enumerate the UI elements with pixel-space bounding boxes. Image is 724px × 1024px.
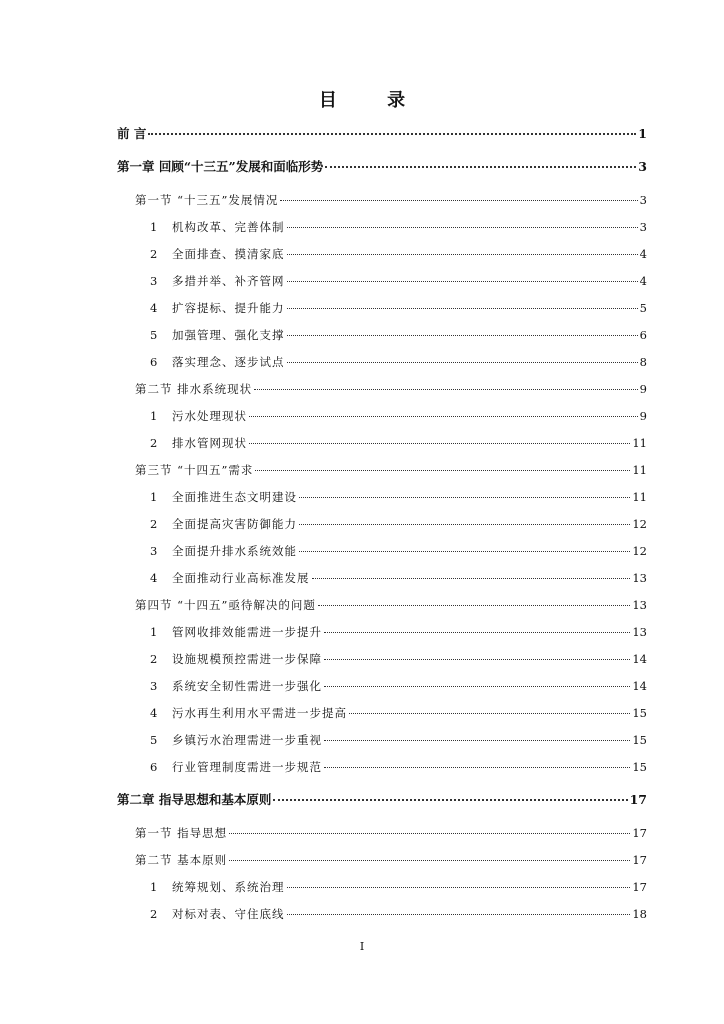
toc-entry-page: 17 xyxy=(629,792,647,807)
toc-entry-label: 第一章 回顾“十三五”发展和面临形势 xyxy=(117,159,324,174)
toc-entry-page: 14 xyxy=(632,652,647,666)
toc-entry-label: 加强管理、强化支撑 xyxy=(172,328,285,342)
toc-entry-label: 污水处理现状 xyxy=(172,409,247,423)
toc-dot-leader xyxy=(287,362,638,363)
toc-entry-number: 3 xyxy=(150,544,159,558)
toc-entry-chapter[interactable] xyxy=(117,126,647,142)
toc-entry-label: 对标对表、守住底线 xyxy=(172,907,285,921)
toc-entry-number: 1 xyxy=(150,880,159,894)
toc-dot-leader xyxy=(349,713,630,714)
toc-dot-leader xyxy=(249,416,638,417)
toc-dot-leader xyxy=(287,335,638,336)
toc-entry-label: 落实理念、逐步试点 xyxy=(172,355,285,369)
toc-dot-leader xyxy=(287,254,638,255)
toc-dot-leader xyxy=(287,281,638,282)
toc-entry-page: 4 xyxy=(639,247,647,261)
toc-entry-number: 2 xyxy=(150,436,159,450)
toc-entry-page: 1 xyxy=(638,126,647,141)
toc-entry-label: 设施规模预控需进一步保障 xyxy=(172,652,322,666)
toc-entry-section[interactable] xyxy=(135,852,647,868)
toc-title: 目 录 xyxy=(318,90,428,111)
toc-entry-page: 13 xyxy=(632,598,647,612)
toc-entry-label: 第四节 “十四五”亟待解决的问题 xyxy=(135,598,316,612)
toc-entry-item[interactable] xyxy=(150,570,647,586)
toc-entry-item[interactable] xyxy=(150,624,647,640)
toc-entry-item[interactable] xyxy=(150,246,647,262)
toc-dot-leader xyxy=(249,443,630,444)
toc-entry-page: 11 xyxy=(632,463,647,477)
toc-dot-leader xyxy=(299,551,630,552)
toc-entry-page: 14 xyxy=(632,679,647,693)
toc-dot-leader xyxy=(287,887,631,888)
toc-dot-leader xyxy=(287,914,631,915)
toc-entry-page: 11 xyxy=(632,490,647,504)
toc-entry-number: 1 xyxy=(150,409,159,423)
toc-entry-label: 第二章 指导思想和基本原则 xyxy=(117,792,272,807)
toc-entry-number: 6 xyxy=(150,355,159,369)
toc-entry-item[interactable] xyxy=(150,543,647,559)
toc-entry-number: 3 xyxy=(150,274,159,288)
toc-entry-label: 第一节 “十三五”发展情况 xyxy=(135,193,279,207)
toc-entry-page: 17 xyxy=(632,880,647,894)
toc-entry-label: 机构改革、完善体制 xyxy=(172,220,285,234)
toc-entry-page: 17 xyxy=(632,853,647,867)
toc-entry-label: 多措并举、补齐管网 xyxy=(172,274,285,288)
toc-entry-page: 6 xyxy=(639,328,647,342)
toc-entry-page: 15 xyxy=(632,733,647,747)
toc-entry-label: 全面提高灾害防御能力 xyxy=(172,517,297,531)
toc-entry-label: 排水管网现状 xyxy=(172,436,247,450)
toc-dot-leader xyxy=(325,166,636,168)
toc-entry-number: 2 xyxy=(150,652,159,666)
toc-dot-leader xyxy=(255,470,630,471)
toc-entry-label: 管网收排效能需进一步提升 xyxy=(172,625,322,639)
toc-entry-number: 5 xyxy=(150,733,159,747)
toc-entry-page: 9 xyxy=(639,409,647,423)
toc-entry-section[interactable] xyxy=(135,192,647,208)
toc-entry-page: 9 xyxy=(639,382,647,396)
page-number: I xyxy=(359,940,365,953)
toc-entry-number: 4 xyxy=(150,571,159,585)
toc-dot-leader xyxy=(229,833,630,834)
toc-entry-page: 8 xyxy=(639,355,647,369)
toc-entry-label: 系统安全韧性需进一步强化 xyxy=(172,679,322,693)
toc-entry-item[interactable] xyxy=(150,300,647,316)
toc-entry-page: 17 xyxy=(632,826,647,840)
toc-entry-item[interactable] xyxy=(150,219,647,235)
toc-entry-label: 污水再生利用水平需进一步提高 xyxy=(172,706,347,720)
toc-entry-section[interactable] xyxy=(135,381,647,397)
toc-entry-number: 2 xyxy=(150,247,159,261)
toc-entry-label: 全面提升排水系统效能 xyxy=(172,544,297,558)
toc-entry-label: 第三节 “十四五”需求 xyxy=(135,463,254,477)
toc-entry-item[interactable] xyxy=(150,879,647,895)
toc-dot-leader xyxy=(324,767,630,768)
toc-entry-item[interactable] xyxy=(150,489,647,505)
toc-entry-label: 扩容提标、提升能力 xyxy=(172,301,285,315)
toc-dot-leader xyxy=(299,497,630,498)
toc-entry-label: 第二节 基本原则 xyxy=(135,853,228,867)
toc-dot-leader xyxy=(254,389,638,390)
toc-entry-page: 3 xyxy=(639,193,647,207)
toc-dot-leader xyxy=(312,578,631,579)
toc-entry-section[interactable] xyxy=(135,825,647,841)
toc-entry-page: 13 xyxy=(632,571,647,585)
toc-entry-item[interactable] xyxy=(150,327,647,343)
toc-entry-number: 5 xyxy=(150,328,159,342)
toc-entry-label: 乡镇污水治理需进一步重视 xyxy=(172,733,322,747)
toc-dot-leader xyxy=(324,659,630,660)
toc-entry-number: 1 xyxy=(150,220,159,234)
toc-entry-label: 全面排查、摸清家底 xyxy=(172,247,285,261)
toc-entry-page: 3 xyxy=(638,159,647,174)
toc-entry-section[interactable] xyxy=(135,462,647,478)
toc-entry-page: 12 xyxy=(632,517,647,531)
toc-entry-page: 4 xyxy=(639,274,647,288)
toc-entry-number: 4 xyxy=(150,301,159,315)
toc-entry-page: 13 xyxy=(632,625,647,639)
toc-entry-item[interactable] xyxy=(150,906,647,922)
toc-dot-leader xyxy=(287,227,638,228)
toc-entry-number: 1 xyxy=(150,625,159,639)
toc-entry-page: 15 xyxy=(632,760,647,774)
toc-entry-chapter[interactable] xyxy=(117,792,647,808)
toc-entry-item[interactable] xyxy=(150,516,647,532)
toc-entry-item[interactable] xyxy=(150,651,647,667)
toc-entry-label: 第二节 排水系统现状 xyxy=(135,382,253,396)
toc-entry-label: 前 言 xyxy=(117,126,147,141)
toc-entry-chapter[interactable] xyxy=(117,159,647,175)
toc-entry-page: 3 xyxy=(639,220,647,234)
toc-entry-number: 4 xyxy=(150,706,159,720)
toc-dot-leader xyxy=(324,686,630,687)
toc-entry-number: 2 xyxy=(150,517,159,531)
toc-dot-leader xyxy=(287,308,638,309)
toc-entry-page: 12 xyxy=(632,544,647,558)
toc-entry-page: 18 xyxy=(632,907,647,921)
toc-entry-number: 1 xyxy=(150,490,159,504)
toc-entry-label: 统筹规划、系统治理 xyxy=(172,880,285,894)
toc-entry-item[interactable] xyxy=(150,273,647,289)
toc-entry-item[interactable] xyxy=(150,408,647,424)
toc-entry-item[interactable] xyxy=(150,759,647,775)
toc-entry-page: 11 xyxy=(632,436,647,450)
toc-entry-number: 3 xyxy=(150,679,159,693)
toc-entry-label: 全面推进生态文明建设 xyxy=(172,490,297,504)
toc-entry-label: 全面推动行业高标准发展 xyxy=(172,571,310,585)
toc-dot-leader xyxy=(324,740,630,741)
toc-entry-item[interactable] xyxy=(150,732,647,748)
toc-entry-section[interactable] xyxy=(135,597,647,613)
toc-entry-item[interactable] xyxy=(150,435,647,451)
toc-dot-leader xyxy=(299,524,630,525)
toc-dot-leader xyxy=(273,799,627,801)
toc-dot-leader xyxy=(148,133,636,135)
toc-entry-number: 6 xyxy=(150,760,159,774)
toc-entry-page: 5 xyxy=(639,301,647,315)
toc-dot-leader xyxy=(229,860,630,861)
toc-dot-leader xyxy=(318,605,630,606)
toc-entry-item[interactable] xyxy=(150,705,647,721)
toc-entry-item[interactable] xyxy=(150,354,647,370)
toc-entry-number: 2 xyxy=(150,907,159,921)
toc-dot-leader xyxy=(324,632,630,633)
toc-entry-page: 15 xyxy=(632,706,647,720)
toc-entry-item[interactable] xyxy=(150,678,647,694)
toc-entry-label: 第一节 指导思想 xyxy=(135,826,228,840)
toc-dot-leader xyxy=(280,200,637,201)
toc-entry-label: 行业管理制度需进一步规范 xyxy=(172,760,322,774)
